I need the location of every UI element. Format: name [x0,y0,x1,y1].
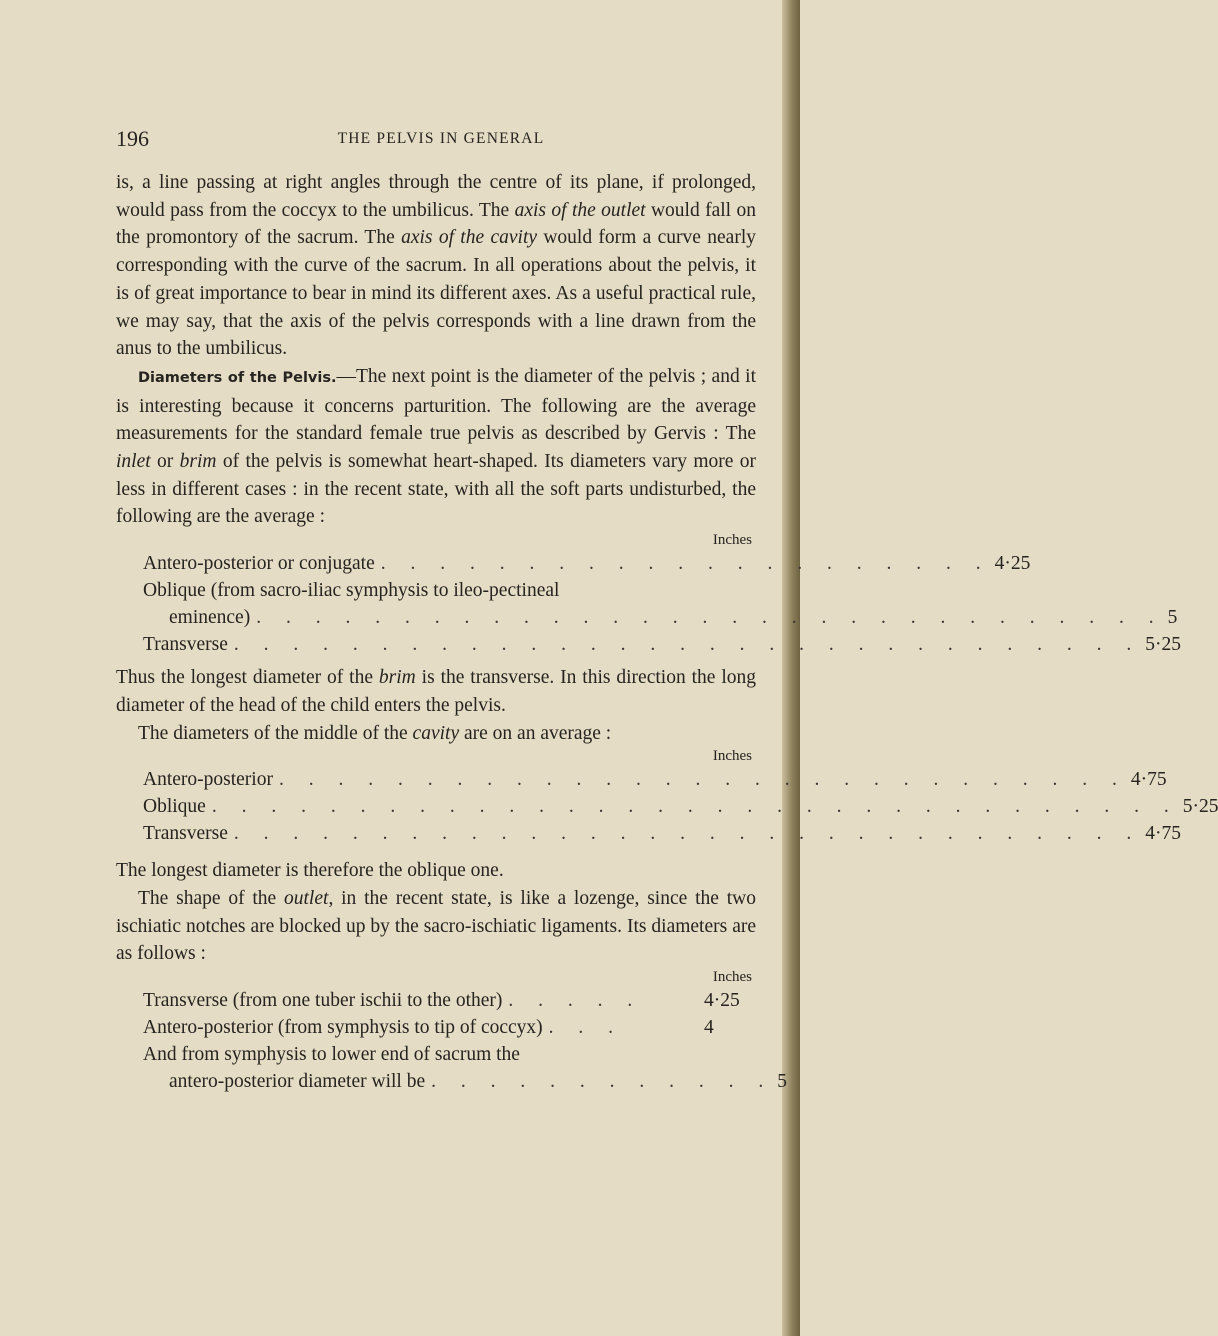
row-label: And from symphysis to lower end of sacrum the [143,1044,520,1066]
row-label: Oblique (from sacro-iliac symphysis to ileo-pectineal [143,580,560,602]
paragraph-axes [116,169,756,363]
table-row [116,550,1031,577]
row-label: Transverse [143,823,228,845]
text-run: , in the recent state, is like a lozenge, since the two ischiatic notches are blocked up by the sacro-ischiatic ligaments. Its diameters are as follows : [116,887,756,965]
table-row [116,820,1181,847]
row-label: Antero-posterior (from symphysis to tip of coccyx) [143,1017,543,1039]
table-row [116,1041,756,1068]
row-value: 4·25 [704,990,740,1012]
page-number: 196 [116,126,149,151]
table-row [116,793,1218,820]
table-row [116,1068,787,1095]
page-header [116,126,766,152]
dot-leader: . . . . . . . . . . . . . . . . . . . . . . . . . . . . . . . [233,634,1142,656]
table-row [116,631,1181,658]
italic-term: brim [378,667,416,689]
table-brim-diameters [116,531,1181,658]
row-label: Transverse (from one tuber ischii to the other) [143,990,503,1012]
dot-leader: . . . . . [508,990,643,1012]
italic-term: brim [179,451,217,473]
text-run: Thus the longest diameter of the [116,667,379,689]
dot-leader: . . . . . . . . . . . . . . . . . . . . . [380,553,991,575]
paragraph-cavity-intro [116,720,756,748]
table-unit-header: Inches [712,748,752,765]
paragraph-diameters [116,363,756,531]
dot-leader: . . . [548,1017,624,1039]
table-row [116,766,1167,793]
table-unit-header: Inches [712,969,752,986]
table-row [116,577,756,604]
table-unit-header: Inches [712,532,752,549]
row-label: eminence) [169,607,251,629]
row-label: Antero-posterior or conjugate [143,553,375,575]
paragraph-outlet [116,885,756,968]
row-value: 5 [777,1071,787,1093]
row-value: 5·25 [1145,634,1181,656]
text-run: would fall on the promontory of the sacrum. The [116,199,756,249]
italic-term: outlet [284,887,329,909]
row-label: Transverse [143,634,228,656]
row-value: 5 [1167,607,1178,629]
paragraph-brim-conclusion [116,664,756,719]
text-run: is, a line passing at right angles through the centre of its plane, if prolonged, would pass from the coccyx to the umbilicus. The [116,172,756,221]
dot-leader: . . . . . . . . . . . . . . . . . . . . . . . . . . . . . . . [256,607,1164,629]
text-run: or [150,451,180,473]
italic-term: axis of the cavity [401,227,538,249]
italic-term: cavity [412,722,460,744]
page-edge-shadow [782,0,800,1336]
text-body [116,169,1218,1095]
text-run: would form a curve nearly corresponding with the curve of the sacrum. In all operations about the pelvis, it is of great importance to bear in mind its different axes. As a useful practical rule, we may say, that the axis of the pelvis corresponds with a line drawn from the anus to the umbilicus. [116,227,756,360]
dot-leader: . . . . . . . . . . . . . . . . . . . . . . . . . . . . . . . . . [211,796,1179,818]
dot-leader: . . . . . . . . . . . . . . . . . . . . . . . . . . . . . . . [233,823,1142,845]
dot-leader: . . . . . . . . . . . . [431,1071,774,1093]
text-run: are on an average : [459,722,612,744]
table-outlet-diameters [116,968,787,1095]
dot-leader: . . . . . . . . . . . . . . . . . . . . . . . . . . . . . [278,769,1127,791]
italic-term: inlet [116,451,151,473]
text-run: The diameters of the middle of the [138,722,413,744]
running-title: THE PELVIS IN GENERAL [337,130,545,147]
row-value: 4 [704,1017,714,1039]
table-row [116,987,756,1014]
row-label: Antero-posterior [143,769,273,791]
text-run: is the transverse. In this direction the long diameter of the head of the child enters the pelvis. [116,667,757,716]
row-value: 4·75 [1145,823,1181,845]
row-value: 5·25 [1182,796,1218,818]
row-value: 4·25 [994,553,1031,575]
table-row [116,604,1178,631]
italic-term: axis of the outlet [514,199,646,221]
text-run: The shape of the [138,887,285,909]
section-heading: Diameters of the Pelvis. [138,369,337,386]
paragraph-cavity-conclusion: The longest diameter is therefore the oblique one. [116,860,504,882]
text-run: of the pelvis is somewhat heart-shaped. Its diameters vary more or less in different cases : in the recent state, with all the soft parts undisturbed, the following are the average : [116,451,756,528]
row-label: Oblique [143,796,206,818]
row-label: antero-posterior diameter will be [169,1071,426,1093]
text-run: —The next point is the diameter of the pelvis ; and it is interesting because it concerns parturition. The following are the average measurements for the standard female true pelvis as described by Gervis : The [116,365,756,445]
table-row [116,1014,756,1041]
table-cavity-diameters [116,747,1218,847]
row-value: 4·75 [1130,769,1167,791]
